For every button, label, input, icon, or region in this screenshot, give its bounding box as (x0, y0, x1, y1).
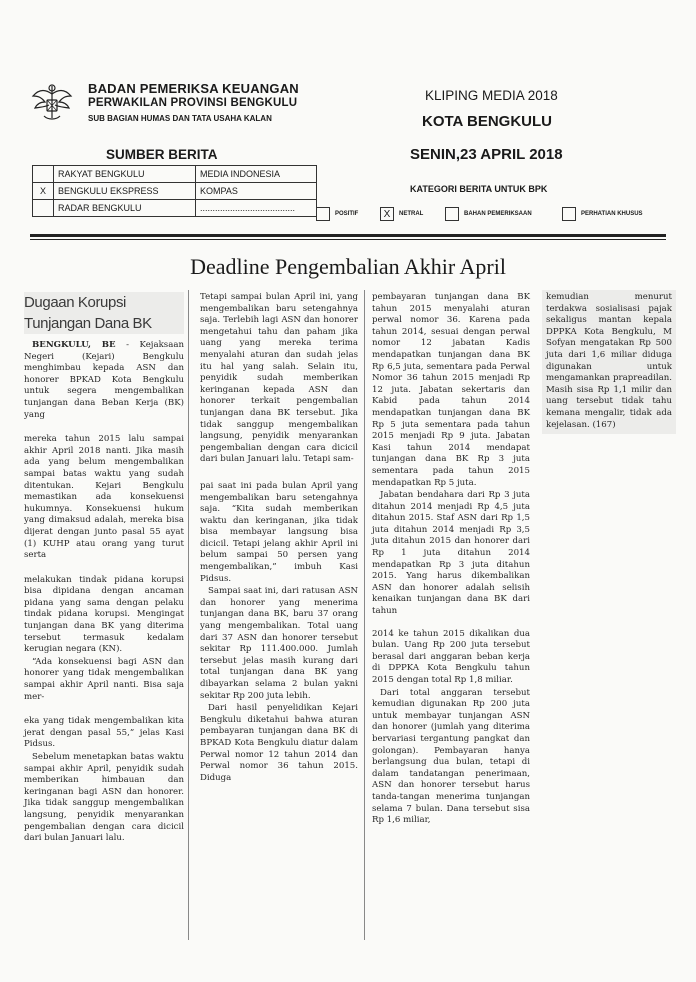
news-source-table (32, 165, 317, 217)
category-label: BAHAN PEMERIKSAAN (464, 211, 532, 217)
category-checkbox (316, 207, 330, 221)
category-bahan-pemeriksaan (445, 206, 532, 222)
article-column-2 (200, 292, 358, 785)
category-netral (380, 206, 423, 222)
source-name: BENGKULU EKSPRESS (54, 183, 196, 200)
paragraph: Dari hasil penyelidikan Kejari Bengkulu diketahui bahwa aturan pembayaran tunjangan dana BK di BPKAD Kota Bengkulu diatur dalam Perwal nomor 12 tahun 2014 dan Perwal nomor 36 tahun 2015. Diduga (200, 703, 358, 783)
publication-date: SENIN,23 APRIL 2018 (410, 146, 563, 163)
category-label: POSITIF (335, 211, 359, 217)
category-label: NETRAL (399, 211, 424, 217)
category-perhatian-khusus (562, 206, 643, 222)
source-row (33, 200, 317, 217)
paragraph: melakukan tindak pidana korupsi bisa dipidana dengan ancaman pidana yang sama dengan pelaku tindak pidana korupsi. Mengingat tunjangan dana BK yang diterima tersebut termasuk kedalam kerugian negara (KN). (24, 574, 184, 655)
header-divider (30, 239, 666, 240)
source-check (33, 200, 54, 217)
paragraph: pai saat ini pada bulan April yang mengembalikan baru setengahnya saja. “Kita sudah memberikan waktu dan keringanan, jika tidak bisa membayar langsung bisa dicicil. Tetapi jelang akhir April ini belum sampai 50 persen yang mengembalikan,” imbuh Kasi Pidsus. (200, 480, 358, 584)
column-divider (188, 290, 189, 940)
column-divider (364, 290, 365, 940)
header-divider (30, 234, 666, 237)
paragraph: 2014 ke tahun 2015 dikalikan dua bulan. Uang Rp 200 juta tersebut berasal dari anggaran beban kerja di DPPKA Kota Bengkulu tahun 2015 dengan total Rp 1,8 miliar. (372, 628, 530, 685)
paragraph: - Kejaksaan Negeri (Kejari) Bengkulu menghimbau kepada ASN dan honorer BPKAD Kota Bengkulu untuk segera mengembalikan tunjangan dana Beban Kerja (BK) yang (24, 340, 184, 420)
category-label: PERHATIAN KHUSUS (581, 211, 643, 217)
article-headline: Deadline Pengembalian Akhir April (190, 254, 506, 279)
paragraph: Sebelum menetapkan batas waktu sampai akhir April, penyidik sudah memberikan himbauan dan keringanan bagi ASN dan honorer. Jika tidak sanggup mengembalikan langsung, penyidik menyarankan pengembalian dengan cara dicicil dari bulan Januari lalu. (24, 752, 184, 844)
dateline: BENGKULU, BE (32, 340, 116, 350)
paragraph: “Ada konsekuensi bagi ASN dan honorer yang tidak mengembalikan sampai akhir April nanti. Bisa saja mer- (24, 656, 184, 702)
paragraph: kemudian menurut terdakwa sosialisasi pajak sekaligus mantan kepala DPPKA Kota Bengkulu, M Sofyan mengatakan Rp 500 juta dari 1,6 miliar diduga digunakan untuk mengamankan prapreadilan. Masih sisa Rp 1,1 milir dan uang tersebut tidak tahu kemana mengalir, tidak ada kejelasan. (167) (546, 292, 672, 430)
source-row (33, 166, 317, 183)
source-name: RAKYAT BENGKULU (54, 166, 196, 183)
kicker-line: Dugaan Korupsi (24, 294, 126, 311)
kliping-title: KLIPING MEDIA 2018 (425, 88, 558, 103)
source-check: X (33, 183, 54, 200)
source-section-title: SUMBER BERITA (106, 147, 218, 162)
source-check (33, 166, 54, 183)
article-kicker (24, 292, 184, 334)
org-division: SUB BAGIAN HUMAS DAN TATA USAHA KALAN (88, 114, 272, 123)
category-positif (316, 206, 358, 222)
article-column-1 (24, 292, 184, 846)
source-row (33, 183, 317, 200)
paragraph: Tetapi sampai bulan April ini, yang mengembalikan baru setengahnya saja. Terlebih lagi ASN dan honorer mengetahui tahu dan paham jika uang yang mereka terima menyalahi aturan dan sudah jelas itu hal yang salah. Selain itu, penyidik sudah memberikan keringanan kepada ASN dan honorer terkait pengembalian tunjangan dana BK tersebut. Jika tidak sanggup mengembalikan langsung, penyidik menyarankan pengembalian dengan cara dicicil dari bulan Januari lalu. Tetapi sam- (200, 292, 358, 465)
paragraph: pembayaran tunjangan dana BK tahun 2015 menyalahi aturan perwal nomor 36. Karena pada tahun 2014, sesuai dengan perwal nomor 12 jabatan Kadis mendapatkan tunjangan dana BK Rp 6,5 juta, sementara pada Perwal Nomor 36 tahun 2015 menjadi Rp 12 juta. Jabatan sekertaris dan Kabid pada tahun 2014 mendapatkan tunjangan dana BK Rp 5 juta sementara pada tahun 2015 menjadi Rp 9 juta. Jabatan Kasi tahun 2014 mendapat tunjangan dana BK Rp 3 juta sementara pada tahun 2015 mendapatkan Rp 5 juta. (372, 292, 530, 488)
kicker-line: Tunjangan Dana BK (24, 315, 152, 332)
article-column-3 (372, 292, 530, 828)
category-checkbox (445, 207, 459, 221)
org-name: BADAN PEMERIKSA KEUANGAN (88, 81, 299, 96)
category-title: KATEGORI BERITA UNTUK BPK (410, 184, 548, 194)
category-checkbox (562, 207, 576, 221)
source-name: RADAR BENGKULU (54, 200, 196, 217)
paragraph: mereka tahun 2015 lalu sampai akhir April 2018 nanti. Jika masih ada yang belum mengembalikan sampai batas waktu yang sudah ditentukan. Kejari Bengkulu memastikan ada konsekuensi hukumnya. Konsekuensi hukum yang dimaksud adalah, mereka bisa dijerat dengan junto pasal 55 ayat (1) KUHP atau orang yang turut serta (24, 434, 184, 561)
source-name: KOMPAS (196, 183, 317, 200)
paragraph: Sampai saat ini, dari ratusan ASN dan honorer yang menerima tunjangan dana BK, baru 37 orang yang mengembalikan. Total uang dari 37 ASN dan honorer tersebut sekitar Rp 111.400.000. Jumlah tersebut jelas masih kurang dari total tunjangan dana BK yang dibayarkan selama 2 bulan yakni sekitar Rp 200 juta lebih. (200, 586, 358, 701)
article-column-4 (542, 290, 676, 434)
category-checkbox: X (380, 207, 394, 221)
source-name: MEDIA INDONESIA (196, 166, 317, 183)
city-title: KOTA BENGKULU (422, 113, 552, 130)
paragraph: eka yang tidak mengembalikan kita jerat dengan pasal 55,” jelas Kasi Pidsus. (24, 716, 184, 750)
source-name: ...................................... (196, 200, 317, 217)
garuda-logo-icon (30, 80, 74, 124)
org-branch: PERWAKILAN PROVINSI BENGKULU (88, 97, 298, 109)
paragraph: Jabatan bendahara dari Rp 3 juta ditahun 2014 menjadi Rp 4,5 juta ditahun 2015. Staf ASN dari Rp 1,5 juta ditahun 2014 menjadi Rp 3,5 juta ditahun 2015 dan honorer dari Rp 1 juta ditahun 2014 mendapatkan Rp 3 juta ditahun 2015. Yang harus dikembalikan ASN dan honorer adalah selisih kenaikan tunjangan dana BK dari tahun (372, 490, 530, 617)
paragraph: Dari total anggaran tersebut kemudian digunakan Rp 200 juta untuk membayar tunjangan ASN dan honorer (jumlah yang diterima bervariasi tergantung pangkat dan golongan). Pembayaran hanya berlangsung dua bulan, tetapi di dalam tandatangan penerimaan, ASN dan honorer tersebut harus tanda-tangan menerima tunjangan selama 7 bulan. Dana tersebut sisa Rp 1,6 miliar, (372, 687, 530, 826)
